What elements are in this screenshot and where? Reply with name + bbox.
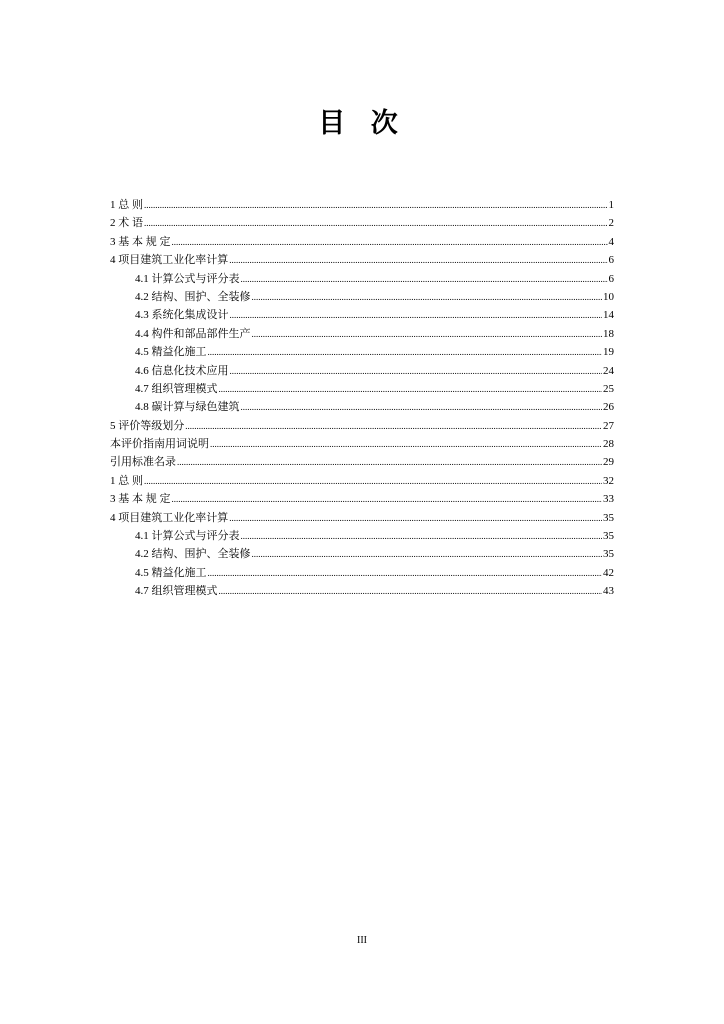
toc-entry-label: 4.5 精益化施工 [135,566,207,579]
toc-entry-page: 35 [603,511,614,524]
toc-entry-page: 19 [603,346,614,359]
toc-entry-page: 25 [603,382,614,395]
toc-entry[interactable] [110,527,614,545]
toc-entry[interactable] [110,380,614,398]
page-number: III [357,935,367,946]
toc-entry-label: 4.5 精益化施工 [135,346,207,359]
toc-entry-label: 4.1 计算公式与评分表 [135,272,240,285]
toc-entry[interactable] [110,417,614,435]
toc-entry-label: 2 术 语 [110,217,143,230]
toc-entry[interactable] [110,306,614,324]
toc-entry-label: 本评价指南用词说明 [110,438,209,451]
toc-dot-leader [208,343,603,361]
toc-entry[interactable] [110,270,614,288]
toc-entry-page: 1 [608,199,614,211]
toc-entry-page: 43 [603,585,614,598]
toc-entry-page: 35 [603,548,614,561]
toc-entry-label: 4.4 构件和部品部件生产 [135,327,251,340]
toc-entry[interactable] [110,509,614,527]
toc-dot-leader [144,196,608,214]
toc-entry[interactable] [110,196,614,214]
toc-entry[interactable] [110,343,614,361]
toc-entry[interactable] [110,362,614,380]
toc-entry[interactable] [110,545,614,563]
toc-dot-leader [252,288,603,306]
toc-entry-label: 4.7 组织管理模式 [135,585,218,598]
toc-entry-label: 4 项目建筑工业化率计算 [110,254,229,267]
toc-entry-page: 6 [608,272,614,285]
toc-entry-label: 4.8 碳计算与绿色建筑 [135,401,240,414]
toc-entry-page: 32 [603,474,614,487]
toc-dot-leader [144,214,608,232]
toc-entry[interactable] [110,325,614,343]
toc-entry-page: 27 [603,419,614,432]
toc-entry[interactable] [110,251,614,269]
toc-entry[interactable] [110,214,614,232]
toc-entry-label: 4 项目建筑工业化率计算 [110,511,229,524]
toc-dot-leader [229,509,602,527]
toc-entry-page: 4 [608,235,614,248]
toc-dot-leader [230,306,603,324]
toc-entry[interactable] [110,398,614,416]
toc-entry-label: 1 总 则 [110,199,143,211]
toc-dot-leader [177,453,602,471]
toc-entry[interactable] [110,453,614,471]
toc-entry-label: 4.3 系统化集成设计 [135,309,229,322]
toc-dot-leader [252,325,603,343]
toc-dot-leader [229,251,607,269]
toc-entry-label: 4.2 结构、围护、全装修 [135,290,251,303]
toc-entry-page: 42 [603,566,614,579]
toc-entry-label: 4.7 组织管理模式 [135,382,218,395]
toc-entry-label: 3 基 本 规 定 [110,493,171,506]
toc-entry-page: 29 [603,456,614,469]
toc-entry[interactable] [110,435,614,453]
table-of-contents [110,196,614,601]
toc-entry-label: 4.6 信息化技术应用 [135,364,229,377]
toc-dot-leader [210,435,602,453]
toc-dot-leader [241,527,603,545]
toc-entry-label: 4.1 计算公式与评分表 [135,530,240,543]
toc-entry-page: 24 [603,364,614,377]
toc-dot-leader [208,564,603,582]
toc-title: 目 次 [318,108,406,139]
toc-dot-leader [172,490,603,508]
toc-dot-leader [241,270,608,288]
toc-entry[interactable] [110,472,614,490]
toc-entry-label: 1 总 则 [110,474,143,487]
toc-entry-label: 4.2 结构、围护、全装修 [135,548,251,561]
toc-entry[interactable] [110,582,614,600]
toc-dot-leader [219,380,603,398]
toc-entry-label: 5 评价等级划分 [110,419,185,432]
toc-dot-leader [219,582,603,600]
toc-entry-label: 引用标准名录 [110,456,176,469]
toc-dot-leader [230,362,603,380]
toc-entry-page: 18 [603,327,614,340]
toc-dot-leader [172,233,608,251]
toc-dot-leader [241,398,603,416]
toc-entry-label: 3 基 本 规 定 [110,235,171,248]
toc-entry-page: 2 [608,217,614,230]
toc-entry[interactable] [110,564,614,582]
toc-dot-leader [144,472,602,490]
toc-entry[interactable] [110,233,614,251]
toc-entry-page: 33 [603,493,614,506]
toc-entry-page: 28 [603,438,614,451]
toc-entry-page: 26 [603,401,614,414]
toc-entry-page: 6 [608,254,614,267]
toc-entry-page: 35 [603,530,614,543]
toc-dot-leader [185,417,602,435]
toc-entry[interactable] [110,490,614,508]
toc-dot-leader [252,545,603,563]
toc-entry[interactable] [110,288,614,306]
toc-entry-page: 14 [603,309,614,322]
toc-entry-page: 10 [603,290,614,303]
